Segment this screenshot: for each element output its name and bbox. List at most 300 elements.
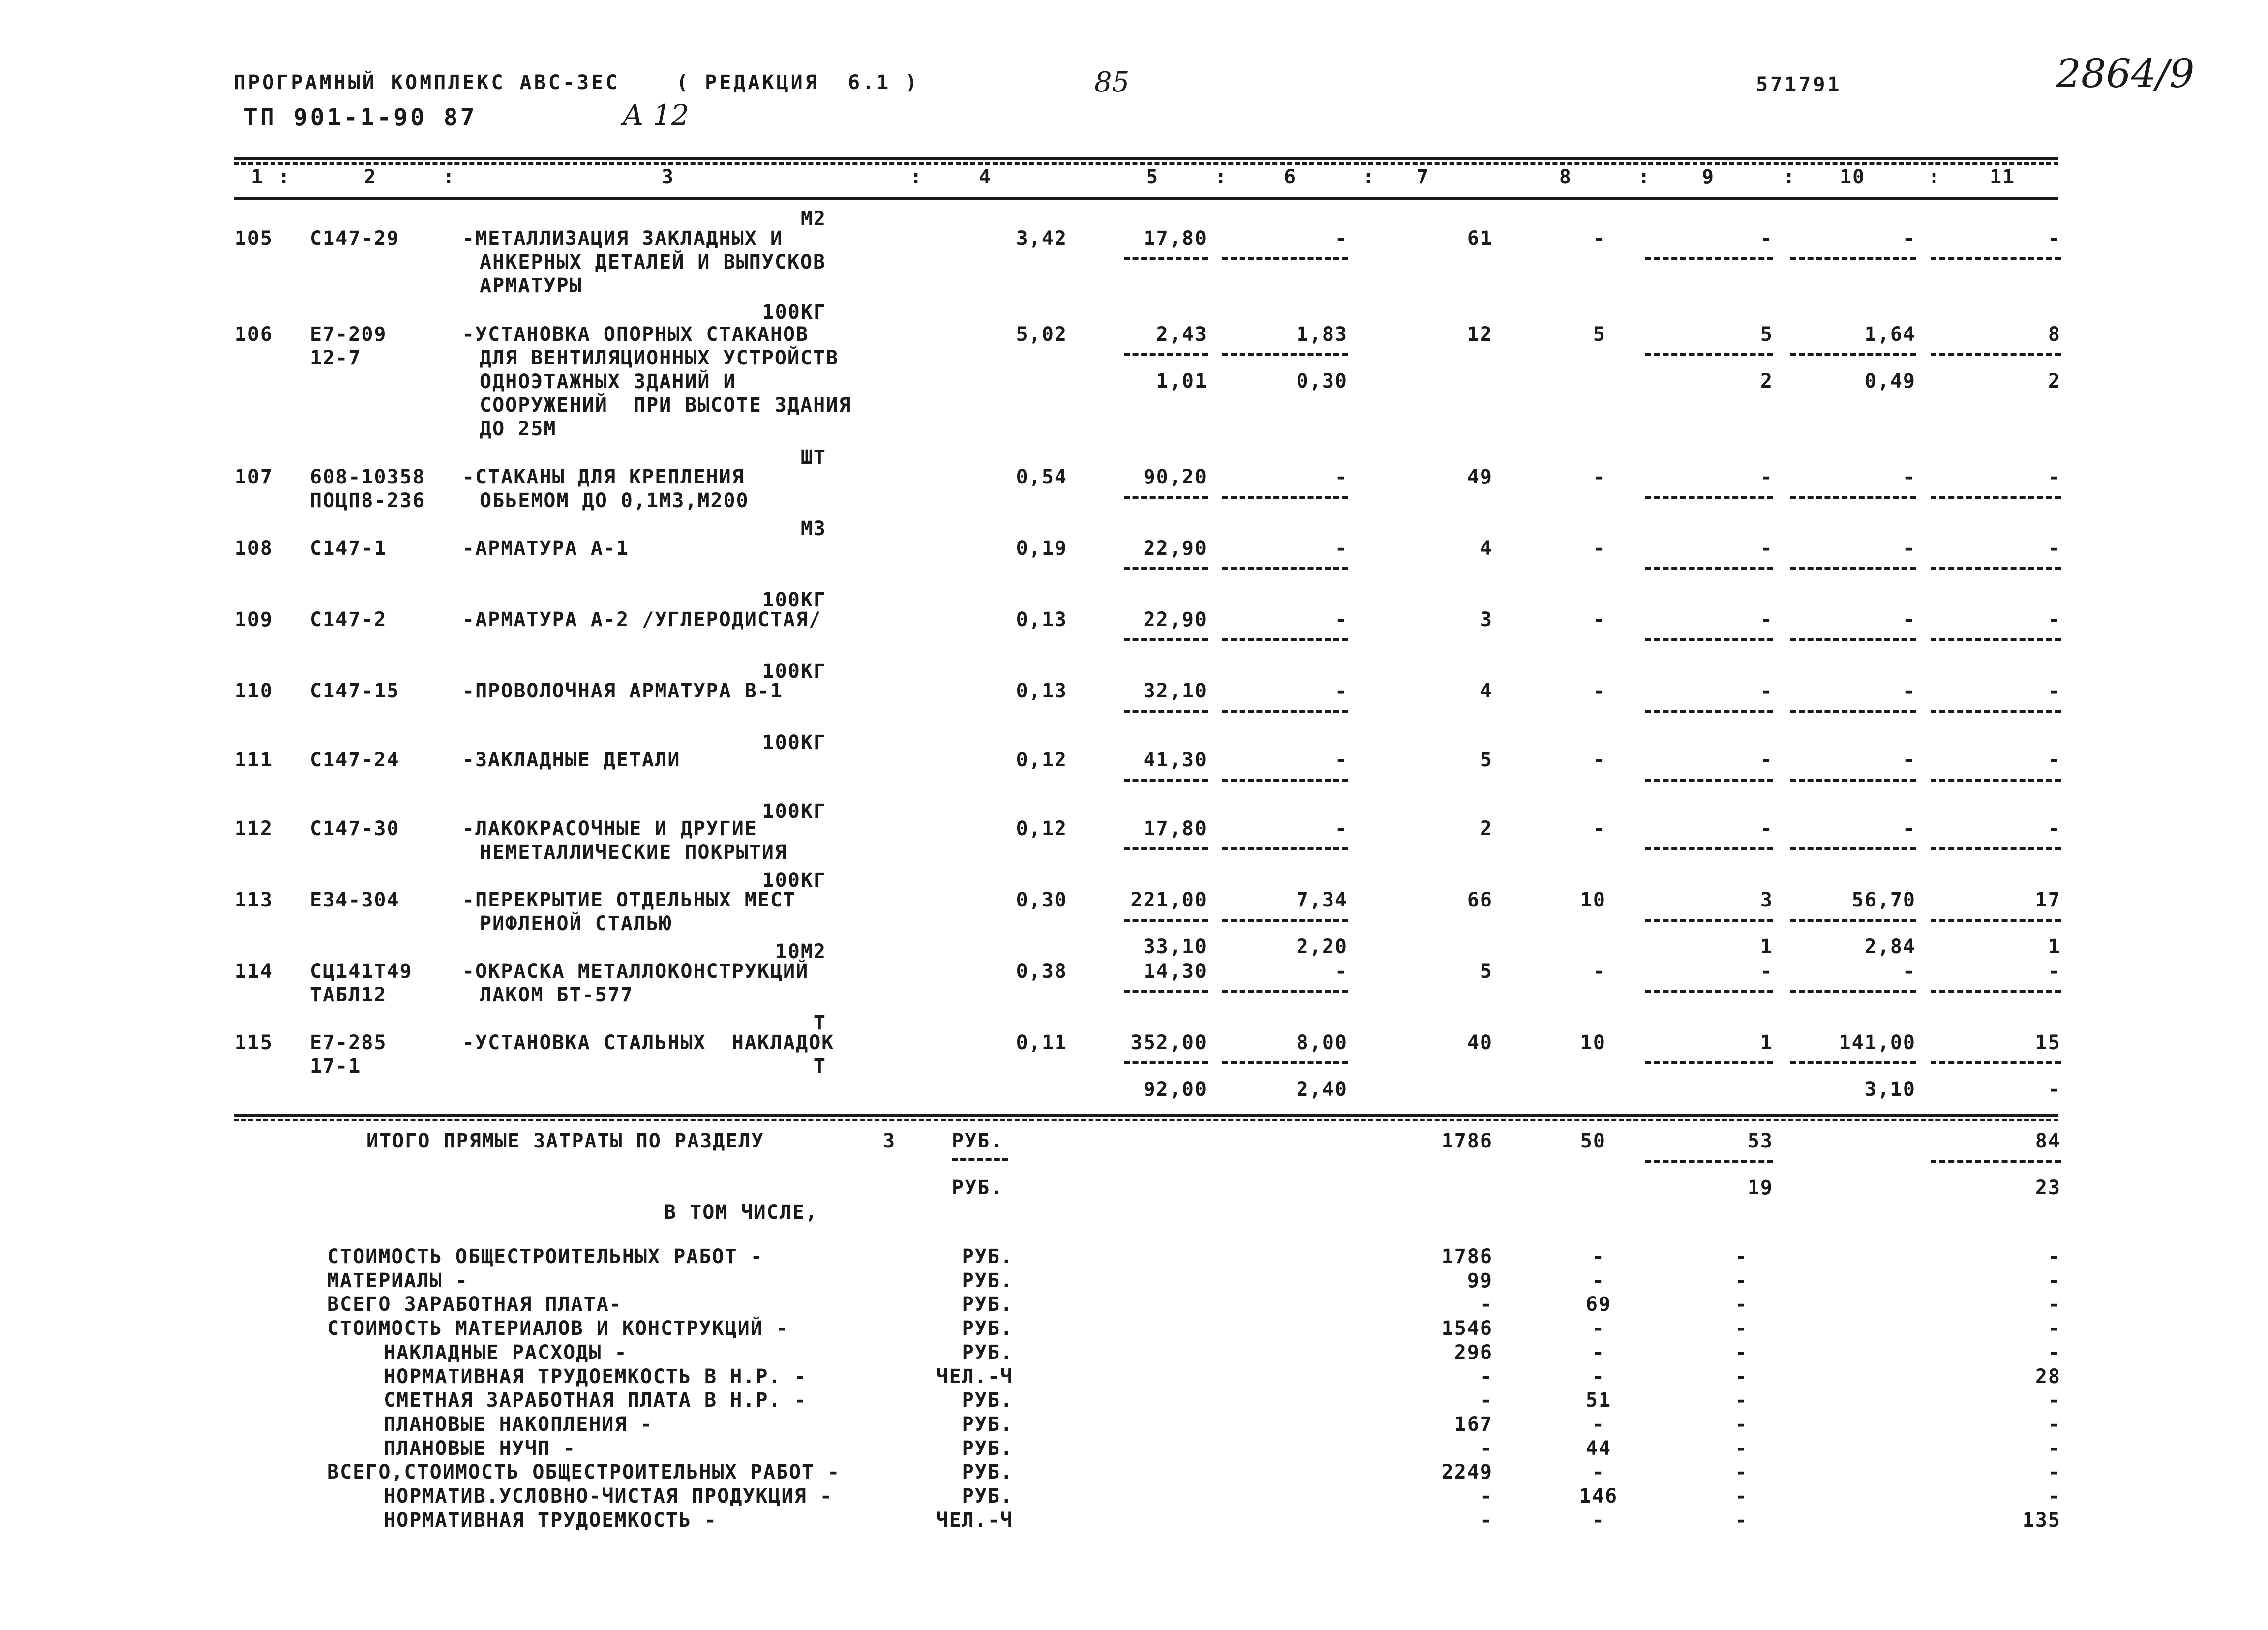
cell-underline-c10 bbox=[1790, 990, 1916, 993]
program-title: ПРОГРАМНЫЙ КОМПЛЕКС АВС-3ЕС bbox=[234, 71, 620, 94]
cell-underline-c10 bbox=[1790, 567, 1916, 570]
quantity: 0,13 bbox=[1016, 608, 1067, 631]
row-number: 111 bbox=[234, 749, 273, 771]
summary-unit: РУБ. bbox=[962, 1413, 1013, 1436]
cell-underline-c5 bbox=[1124, 710, 1208, 713]
cell-c11: - bbox=[2048, 608, 2061, 631]
summary-c7: 1786 bbox=[1441, 1245, 1493, 1268]
rate-code-line2: ПОЦП8-236 bbox=[310, 489, 425, 512]
cell-underline-c6 bbox=[1222, 847, 1348, 850]
cell-c11: - bbox=[2048, 466, 2061, 488]
rate-code-line2: 17-1 bbox=[310, 1055, 362, 1078]
cell-c11: - bbox=[2048, 227, 2061, 250]
cell-underline-c9 bbox=[1645, 353, 1773, 356]
cell-c6b: 0,30 bbox=[1296, 370, 1348, 392]
header-bottom-rule bbox=[234, 197, 2058, 200]
work-description-line: -ЗАКЛАДНЫЕ ДЕТАЛИ bbox=[462, 749, 681, 771]
cell-underline-c5 bbox=[1124, 779, 1208, 782]
summary-c11: - bbox=[2048, 1485, 2061, 1508]
summary-c8: - bbox=[1592, 1317, 1605, 1340]
work-description-line: ОДНОЭТАЖНЫХ ЗДАНИЙ И bbox=[480, 370, 736, 393]
summary-c8: 69 bbox=[1585, 1293, 1612, 1316]
cell-underline-c9 bbox=[1645, 567, 1773, 570]
cell-c9: - bbox=[1760, 817, 1773, 840]
cell-underline-c6 bbox=[1222, 567, 1348, 570]
column-number-11: 11 bbox=[1990, 166, 2016, 188]
cell-underline-c5 bbox=[1124, 353, 1208, 356]
summary-unit: РУБ. bbox=[962, 1245, 1013, 1268]
summary-c7: 1546 bbox=[1441, 1317, 1493, 1340]
quantity: 0,19 bbox=[1016, 537, 1067, 560]
quantity: 0,54 bbox=[1016, 466, 1067, 488]
summary-label: НОРМАТИВ.УСЛОВНО-ЧИСТАЯ ПРОДУКЦИЯ - bbox=[384, 1485, 833, 1508]
cell-underline-c11 bbox=[1931, 990, 2061, 993]
cell-c7: 4 bbox=[1480, 537, 1493, 560]
cell-c11: - bbox=[2048, 749, 2061, 771]
cell-c10b: 0,49 bbox=[1864, 370, 1916, 392]
summary-c11: - bbox=[2048, 1293, 2061, 1316]
cell-c11: - bbox=[2048, 537, 2061, 560]
total-section: 3 bbox=[883, 1130, 896, 1152]
quantity: 0,38 bbox=[1016, 960, 1067, 983]
cell-c5b: 92,00 bbox=[1143, 1078, 1208, 1101]
quantity: 5,02 bbox=[1016, 323, 1067, 346]
total-c11b: 23 bbox=[2035, 1177, 2061, 1199]
work-description-line: -ОКРАСКА МЕТАЛЛОКОНСТРУКЦИЙ bbox=[462, 960, 809, 983]
rate-code: С147-29 bbox=[310, 227, 400, 250]
rate-code: С147-24 bbox=[310, 749, 400, 771]
cell-c9: 5 bbox=[1760, 323, 1773, 346]
cell-c6: - bbox=[1334, 227, 1348, 250]
cell-c8: - bbox=[1593, 817, 1606, 840]
row-number: 113 bbox=[234, 889, 273, 911]
unit-label-2: Т bbox=[813, 1055, 826, 1078]
cell-c8: 10 bbox=[1580, 1031, 1606, 1054]
summary-c11: 28 bbox=[2035, 1365, 2061, 1388]
summary-c9: - bbox=[1734, 1509, 1748, 1532]
cell-c11: 17 bbox=[2035, 889, 2061, 911]
summary-c9: - bbox=[1734, 1461, 1748, 1483]
summary-c11: - bbox=[2048, 1269, 2061, 1292]
cell-underline-c11 bbox=[1931, 353, 2061, 356]
cell-underline-c10 bbox=[1790, 1061, 1916, 1064]
cell-underline-c11 bbox=[1931, 496, 2061, 499]
rate-code: СЦ141Т49 bbox=[310, 960, 413, 983]
cell-c9: - bbox=[1760, 537, 1773, 560]
handwritten-sheet-number: 2864/9 bbox=[2056, 51, 2195, 96]
cell-underline-c6 bbox=[1222, 919, 1348, 922]
cell-c9: 1 bbox=[1760, 1031, 1773, 1054]
summary-unit: РУБ. bbox=[962, 1485, 1013, 1508]
cell-c9: - bbox=[1760, 227, 1773, 250]
total-underline-c9 bbox=[1645, 1160, 1773, 1163]
cell-underline-c9 bbox=[1645, 990, 1773, 993]
cell-c9b: 2 bbox=[1760, 370, 1773, 392]
cell-c7: 49 bbox=[1467, 466, 1493, 488]
total-unit-underline bbox=[952, 1158, 1008, 1161]
total-c7: 1786 bbox=[1441, 1130, 1493, 1152]
cell-c8: - bbox=[1593, 749, 1606, 771]
summary-c9: - bbox=[1734, 1413, 1748, 1436]
summary-c11: 135 bbox=[2022, 1509, 2061, 1532]
cell-c7: 5 bbox=[1480, 960, 1493, 983]
summary-unit: РУБ. bbox=[962, 1269, 1013, 1292]
row-number: 105 bbox=[234, 227, 273, 250]
cell-underline-c9 bbox=[1645, 496, 1773, 499]
column-number-2: 2 bbox=[364, 166, 377, 188]
rate-code: Е7-285 bbox=[310, 1031, 387, 1054]
summary-unit: РУБ. bbox=[962, 1293, 1013, 1316]
cell-c6: - bbox=[1334, 466, 1348, 488]
summary-c7: - bbox=[1480, 1485, 1493, 1508]
cell-c10b: 2,84 bbox=[1864, 936, 1916, 958]
cell-underline-c6 bbox=[1222, 1061, 1348, 1064]
cell-c6: - bbox=[1334, 960, 1348, 983]
summary-unit: ЧЕЛ.-Ч bbox=[936, 1365, 1013, 1388]
total-unit: РУБ. bbox=[952, 1130, 1003, 1152]
summary-label: СТОИМОСТЬ ОБЩЕСТРОИТЕЛЬНЫХ РАБОТ - bbox=[327, 1245, 763, 1268]
summary-c7: 2249 bbox=[1441, 1461, 1493, 1483]
cell-underline-c10 bbox=[1790, 496, 1916, 499]
summary-c8: - bbox=[1592, 1509, 1605, 1532]
cell-underline-c5 bbox=[1124, 847, 1208, 850]
cell-c10: - bbox=[1903, 466, 1916, 488]
quantity: 0,12 bbox=[1016, 817, 1067, 840]
cell-c10: - bbox=[1903, 749, 1916, 771]
cell-underline-c11 bbox=[1931, 847, 2061, 850]
cell-underline-c11 bbox=[1931, 567, 2061, 570]
total-underline-c11 bbox=[1931, 1160, 2061, 1163]
total-c9: 53 bbox=[1747, 1130, 1773, 1152]
cell-underline-c11 bbox=[1931, 638, 2061, 641]
work-description-line: -УСТАНОВКА СТАЛЬНЫХ НАКЛАДОК bbox=[462, 1031, 835, 1054]
cell-c10: - bbox=[1903, 537, 1916, 560]
cell-underline-c10 bbox=[1790, 353, 1916, 356]
summary-c11: - bbox=[2048, 1413, 2061, 1436]
summary-label: НАКЛАДНЫЕ РАСХОДЫ - bbox=[384, 1341, 628, 1364]
cell-c7: 66 bbox=[1467, 889, 1493, 911]
cell-underline-c10 bbox=[1790, 847, 1916, 850]
summary-c8: - bbox=[1592, 1365, 1605, 1388]
rate-code: Е7-209 bbox=[310, 323, 387, 346]
summary-unit: РУБ. bbox=[962, 1341, 1013, 1364]
cell-c5: 17,80 bbox=[1143, 817, 1208, 840]
column-divider: : bbox=[1215, 166, 1228, 188]
cell-underline-c11 bbox=[1931, 1061, 2061, 1064]
summary-c11: - bbox=[2048, 1389, 2061, 1412]
cell-underline-c11 bbox=[1931, 779, 2061, 782]
column-number-4: 4 bbox=[979, 166, 992, 188]
summary-c9: - bbox=[1734, 1245, 1748, 1268]
cell-c11: - bbox=[2048, 960, 2061, 983]
summary-label: ВСЕГО ЗАРАБОТНАЯ ПЛАТА- bbox=[327, 1293, 622, 1316]
cell-underline-c6 bbox=[1222, 710, 1348, 713]
column-number-3: 3 bbox=[662, 166, 675, 188]
cell-underline-c11 bbox=[1931, 919, 2061, 922]
page-number: 85 bbox=[1094, 66, 1130, 98]
work-description-line: ЛАКОМ БТ-577 bbox=[480, 984, 634, 1006]
unit-label: М2 bbox=[800, 208, 826, 230]
work-description-line: СООРУЖЕНИЙ ПРИ ВЫСОТЕ ЗДАНИЯ bbox=[480, 394, 852, 417]
cell-c6: - bbox=[1334, 608, 1348, 631]
summary-c11: - bbox=[2048, 1245, 2061, 1268]
work-description-line: -АРМАТУРА А-2 /УГЛЕРОДИСТАЯ/ bbox=[462, 608, 822, 631]
summary-c9: - bbox=[1734, 1293, 1748, 1316]
cell-c6: 8,00 bbox=[1296, 1031, 1348, 1054]
total-unit-2: РУБ. bbox=[952, 1177, 1003, 1199]
summary-c8: - bbox=[1592, 1413, 1605, 1436]
rate-code: 608-10358 bbox=[310, 466, 425, 488]
work-description-line: НЕМЕТАЛЛИЧЕСКИЕ ПОКРЫТИЯ bbox=[480, 841, 787, 864]
summary-c8: - bbox=[1592, 1341, 1605, 1364]
cell-c10: - bbox=[1903, 960, 1916, 983]
cell-c6b: 2,20 bbox=[1296, 936, 1348, 958]
work-description-line: -ПРОВОЛОЧНАЯ АРМАТУРА В-1 bbox=[462, 680, 784, 702]
cell-underline-c5 bbox=[1124, 1061, 1208, 1064]
cell-c9b: 1 bbox=[1760, 936, 1773, 958]
summary-label: ВСЕГО,СТОИМОСТЬ ОБЩЕСТРОИТЕЛЬНЫХ РАБОТ - bbox=[327, 1461, 841, 1483]
rate-code: Е34-304 bbox=[310, 889, 400, 911]
cell-c10b: 3,10 bbox=[1864, 1078, 1916, 1101]
column-divider: : bbox=[443, 166, 456, 188]
cell-c9: - bbox=[1760, 466, 1773, 488]
summary-c7: - bbox=[1480, 1437, 1493, 1460]
cell-c8: - bbox=[1593, 466, 1606, 488]
work-description-line: -ПЕРЕКРЫТИЕ ОТДЕЛЬНЫХ МЕСТ bbox=[462, 889, 796, 911]
unit-label: М3 bbox=[800, 517, 826, 540]
cell-underline-c5 bbox=[1124, 638, 1208, 641]
rate-code: С147-30 bbox=[310, 817, 400, 840]
summary-c8: - bbox=[1592, 1461, 1605, 1483]
edition-label: ( РЕДАКЦИЯ 6.1 ) bbox=[676, 71, 920, 94]
cell-c9: 3 bbox=[1760, 889, 1773, 911]
cell-c6: 1,83 bbox=[1296, 323, 1348, 346]
cell-c5: 90,20 bbox=[1143, 466, 1208, 488]
cell-c10: - bbox=[1903, 608, 1916, 631]
cell-underline-c5 bbox=[1124, 496, 1208, 499]
summary-label: СТОИМОСТЬ МАТЕРИАЛОВ И КОНСТРУКЦИЙ - bbox=[327, 1317, 789, 1340]
cell-underline-c11 bbox=[1931, 710, 2061, 713]
column-number-1: 1 bbox=[251, 166, 264, 188]
column-divider: : bbox=[1928, 166, 1941, 188]
row-number: 106 bbox=[234, 323, 273, 346]
row-number: 112 bbox=[234, 817, 273, 840]
cell-c10: 141,00 bbox=[1839, 1031, 1916, 1054]
cell-underline-c10 bbox=[1790, 779, 1916, 782]
summary-c9: - bbox=[1734, 1485, 1748, 1508]
summary-label: СМЕТНАЯ ЗАРАБОТНАЯ ПЛАТА В Н.Р. - bbox=[384, 1389, 807, 1412]
cell-c8: - bbox=[1593, 960, 1606, 983]
work-description-line: -ЛАКОКРАСОЧНЫЕ И ДРУГИЕ bbox=[462, 817, 757, 840]
work-description-line: -МЕТАЛЛИЗАЦИЯ ЗАКЛАДНЫХ И bbox=[462, 227, 784, 250]
cell-c6: - bbox=[1334, 749, 1348, 771]
work-description-line: АРМАТУРЫ bbox=[480, 274, 582, 297]
summary-c7: 296 bbox=[1454, 1341, 1493, 1364]
work-description-line: -АРМАТУРА А-1 bbox=[462, 537, 630, 560]
summary-c8: 51 bbox=[1585, 1389, 1612, 1412]
column-divider: : bbox=[1638, 166, 1651, 188]
rate-code-line2: 12-7 bbox=[310, 347, 362, 369]
row-number: 110 bbox=[234, 680, 273, 702]
cell-c5: 17,80 bbox=[1143, 227, 1208, 250]
summary-unit: ЧЕЛ.-Ч bbox=[936, 1509, 1013, 1532]
summary-label: ПЛАНОВЫЕ НАКОПЛЕНИЯ - bbox=[384, 1413, 653, 1436]
column-number-9: 9 bbox=[1702, 166, 1715, 188]
summary-c11: - bbox=[2048, 1341, 2061, 1364]
summary-label: НОРМАТИВНАЯ ТРУДОЕМКОСТЬ - bbox=[384, 1509, 718, 1532]
quantity: 3,42 bbox=[1016, 227, 1067, 250]
cell-underline-c9 bbox=[1645, 847, 1773, 850]
unit-label: 100КГ bbox=[762, 660, 826, 683]
summary-c7: 167 bbox=[1454, 1413, 1493, 1436]
cell-c7: 5 bbox=[1480, 749, 1493, 771]
cell-c11b: - bbox=[2048, 1078, 2061, 1101]
summary-c7: - bbox=[1480, 1389, 1493, 1412]
cell-underline-c9 bbox=[1645, 638, 1773, 641]
summary-label: ПЛАНОВЫЕ НУЧП - bbox=[384, 1437, 576, 1460]
quantity: 0,13 bbox=[1016, 680, 1067, 702]
summary-unit: РУБ. bbox=[962, 1437, 1013, 1460]
summary-unit: РУБ. bbox=[962, 1317, 1013, 1340]
cell-c9: - bbox=[1760, 608, 1773, 631]
summary-c7: 99 bbox=[1467, 1269, 1493, 1292]
quantity: 0,12 bbox=[1016, 749, 1067, 771]
document-code: 571791 bbox=[1756, 73, 1842, 96]
cell-underline-c10 bbox=[1790, 257, 1916, 260]
column-divider: : bbox=[910, 166, 923, 188]
cell-c11: - bbox=[2048, 817, 2061, 840]
cell-underline-c5 bbox=[1124, 919, 1208, 922]
cell-c8: 10 bbox=[1580, 889, 1606, 911]
cell-underline-c6 bbox=[1222, 990, 1348, 993]
total-c11: 84 bbox=[2035, 1130, 2061, 1152]
summary-c9: - bbox=[1734, 1389, 1748, 1412]
cell-c8: - bbox=[1593, 227, 1606, 250]
summary-c8: 146 bbox=[1579, 1485, 1618, 1508]
total-top-rule-dashed bbox=[234, 1119, 2058, 1121]
unit-label: 100КГ bbox=[762, 301, 826, 324]
cell-c7: 12 bbox=[1467, 323, 1493, 346]
summary-c11: - bbox=[2048, 1461, 2061, 1483]
cell-c8: - bbox=[1593, 680, 1606, 702]
cell-c6: - bbox=[1334, 537, 1348, 560]
cell-underline-c6 bbox=[1222, 638, 1348, 641]
work-description-line: ОБЬЕМОМ ДО 0,1М3,М200 bbox=[480, 489, 749, 512]
cell-c5: 2,43 bbox=[1156, 323, 1208, 346]
summary-c9: - bbox=[1734, 1269, 1748, 1292]
cell-underline-c6 bbox=[1222, 353, 1348, 356]
cell-c9: - bbox=[1760, 680, 1773, 702]
cell-c9: - bbox=[1760, 749, 1773, 771]
work-description-line: -УСТАНОВКА ОПОРНЫХ СТАКАНОВ bbox=[462, 323, 809, 346]
cell-underline-c6 bbox=[1222, 257, 1348, 260]
column-divider: : bbox=[1783, 166, 1796, 188]
cell-c10: 1,64 bbox=[1864, 323, 1916, 346]
quantity: 0,30 bbox=[1016, 889, 1067, 911]
cell-c7: 40 bbox=[1467, 1031, 1493, 1054]
cell-c5: 22,90 bbox=[1143, 537, 1208, 560]
cell-underline-c6 bbox=[1222, 496, 1348, 499]
column-number-7: 7 bbox=[1417, 166, 1430, 188]
summary-c8: - bbox=[1592, 1269, 1605, 1292]
cell-c10: - bbox=[1903, 817, 1916, 840]
cell-underline-c10 bbox=[1790, 638, 1916, 641]
cell-c8: - bbox=[1593, 537, 1606, 560]
summary-label: НОРМАТИВНАЯ ТРУДОЕМКОСТЬ В Н.Р. - bbox=[384, 1365, 807, 1388]
total-label: ИТОГО ПРЯМЫЕ ЗАТРАТЫ ПО РАЗДЕЛУ bbox=[366, 1130, 764, 1152]
cell-c10: 56,70 bbox=[1851, 889, 1916, 911]
work-description-line: РИФЛЕНОЙ СТАЛЬЮ bbox=[480, 912, 672, 935]
cell-c11: 8 bbox=[2048, 323, 2061, 346]
summary-c8: - bbox=[1592, 1245, 1605, 1268]
quantity: 0,11 bbox=[1016, 1031, 1067, 1054]
cell-c9: - bbox=[1760, 960, 1773, 983]
column-divider: : bbox=[278, 166, 291, 188]
summary-c11: - bbox=[2048, 1437, 2061, 1460]
unit-label: ШТ bbox=[800, 446, 826, 469]
unit-label: 100КГ bbox=[762, 731, 826, 754]
cell-c10: - bbox=[1903, 680, 1916, 702]
summary-c7: - bbox=[1480, 1365, 1493, 1388]
column-number-6: 6 bbox=[1284, 166, 1297, 188]
project-code: ТП 901-1-90 87 bbox=[243, 104, 477, 131]
row-number: 115 bbox=[234, 1031, 273, 1054]
cell-c11b: 2 bbox=[2048, 370, 2061, 392]
work-description-line: -СТАКАНЫ ДЛЯ КРЕПЛЕНИЯ bbox=[462, 466, 745, 488]
summary-unit: РУБ. bbox=[962, 1389, 1013, 1412]
cell-c11: - bbox=[2048, 680, 2061, 702]
summary-c9: - bbox=[1734, 1317, 1748, 1340]
rate-code: С147-1 bbox=[310, 537, 387, 560]
rate-code: С147-2 bbox=[310, 608, 387, 631]
column-number-5: 5 bbox=[1146, 166, 1159, 188]
total-top-rule bbox=[234, 1114, 2058, 1117]
album-number: А 12 bbox=[622, 98, 690, 132]
cell-underline-c5 bbox=[1124, 257, 1208, 260]
rate-code: С147-15 bbox=[310, 680, 400, 702]
work-description-line: ДЛЯ ВЕНТИЛЯЦИОННЫХ УСТРОЙСТВ bbox=[480, 347, 839, 369]
summary-c7: - bbox=[1480, 1293, 1493, 1316]
cell-underline-c5 bbox=[1124, 990, 1208, 993]
cell-c5: 14,30 bbox=[1143, 960, 1208, 983]
summary-c7: - bbox=[1480, 1509, 1493, 1532]
cell-underline-c9 bbox=[1645, 919, 1773, 922]
summary-c9: - bbox=[1734, 1365, 1748, 1388]
cell-c7: 4 bbox=[1480, 680, 1493, 702]
row-number: 108 bbox=[234, 537, 273, 560]
cell-c11: 15 bbox=[2035, 1031, 2061, 1054]
row-number: 109 bbox=[234, 608, 273, 631]
summary-c9: - bbox=[1734, 1437, 1748, 1460]
summary-c11: - bbox=[2048, 1317, 2061, 1340]
column-number-8: 8 bbox=[1559, 166, 1572, 188]
cell-underline-c9 bbox=[1645, 779, 1773, 782]
cell-underline-c10 bbox=[1790, 919, 1916, 922]
column-number-10: 10 bbox=[1840, 166, 1866, 188]
cell-underline-c10 bbox=[1790, 710, 1916, 713]
cell-c8: - bbox=[1593, 608, 1606, 631]
unit-label: 10М2 bbox=[775, 940, 826, 963]
cell-c11b: 1 bbox=[2048, 936, 2061, 958]
cell-underline-c9 bbox=[1645, 257, 1773, 260]
total-c9b: 19 bbox=[1747, 1177, 1773, 1199]
cell-c8: 5 bbox=[1593, 323, 1606, 346]
cell-c7: 3 bbox=[1480, 608, 1493, 631]
cell-c7: 2 bbox=[1480, 817, 1493, 840]
cell-c5: 221,00 bbox=[1130, 889, 1208, 911]
cell-c5: 22,90 bbox=[1143, 608, 1208, 631]
cell-underline-c6 bbox=[1222, 779, 1348, 782]
